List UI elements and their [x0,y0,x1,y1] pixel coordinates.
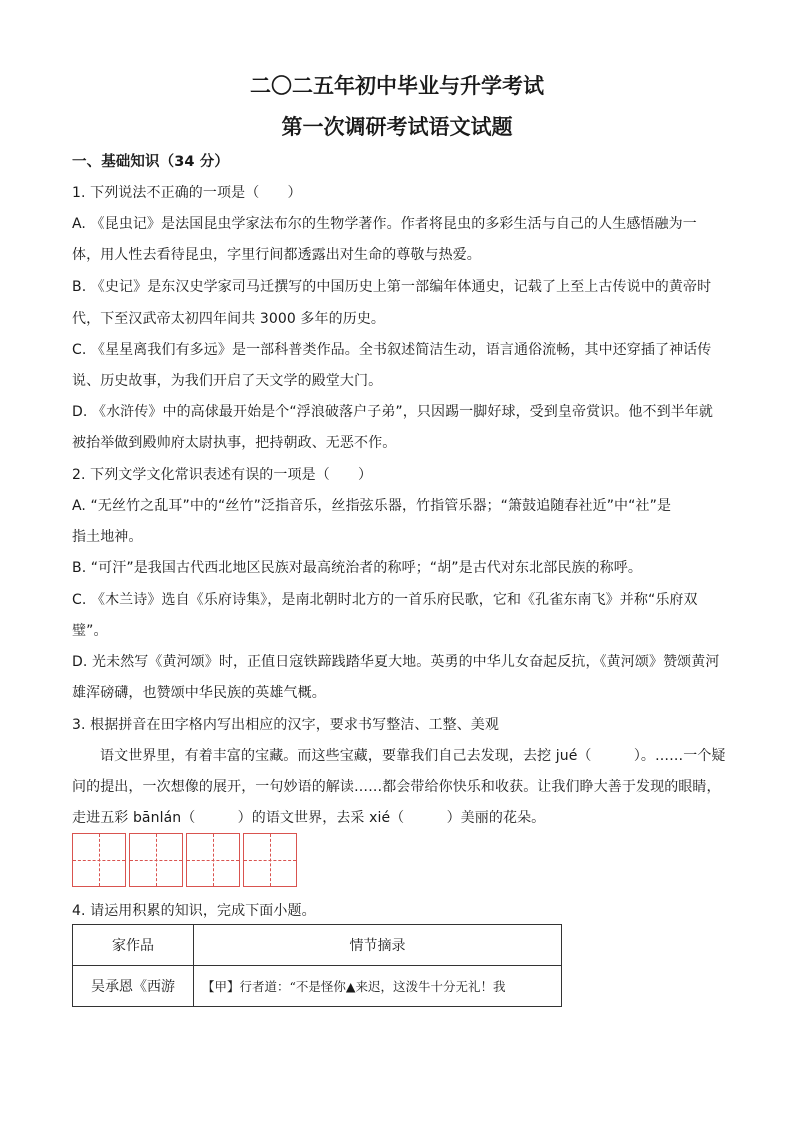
question-1-option-c-cont: 说、历史故事，为我们开启了天文学的殿堂大门。 [72,373,383,389]
question-1-option-a-cont: 体，用人性去看待昆虫，字里行间都透露出对生命的尊敬与热爱。 [72,247,481,263]
tianzige-cell[interactable] [243,833,297,887]
table-cell: 吴承恩《西游 [73,966,194,1007]
tianzige-cell[interactable] [72,833,126,887]
question-2-option-b: B. “可汗”是我国古代西北地区民族对最高统治者的称呼；“胡”是古代对东北部民族的称呼。 [72,560,642,576]
question-1-option-c: C. 《星星离我们有多远》是一部科普类作品。全书叙述简洁生动，语言通俗流畅，其中还穿插了神话传 [72,342,712,358]
question-2-option-d-cont: 雄浑磅礴，也赞颂中华民族的英雄气概。 [72,685,326,701]
table-cell: 【甲】行者道：“不是怪你▲来迟，这泼牛十分无礼！我 [194,966,562,1007]
table-header-row [73,925,562,966]
question-2-option-c-cont: 璧”。 [72,623,108,639]
question-1-option-a: A. 《昆虫记》是法国昆虫学家法布尔的生物学著作。作者将昆虫的多彩生活与自己的人生感悟融为一 [72,216,697,232]
question-2-option-c: C. 《木兰诗》选自《乐府诗集》，是南北朝时北方的一首乐府民歌，它和《孔雀东南飞》并称“乐府双 [72,592,698,608]
question-1-option-b-cont: 代，下至汉武帝太初四年间共 3000 多年的历史。 [72,311,386,327]
question-3-passage-end: 走进五彩 bānlán（ ）的语文世界，去采 xié（ ）美丽的花朵。 [72,810,546,826]
exam-subtitle: 第一次调研考试语文试题 [281,115,513,139]
question-1-option-d: D. 《水浒传》中的高俅最开始是个“浮浪破落户子弟”，只因踢一脚好球，受到皇帝赏识。他不到半年就 [72,404,713,420]
table-row [73,966,562,1007]
question-2-option-d: D. 光未然写《黄河颂》时，正值日寇铁蹄践踏华夏大地。英勇的中华儿女奋起反抗，《黄河颂》赞颂黄河 [72,654,720,670]
excerpt-table [72,924,562,1007]
question-2-stem: 2. 下列文学文化常识表述有误的一项是（ ） [72,467,373,483]
table-header-cell: 情节摘录 [194,925,562,966]
tianzige-cell[interactable] [186,833,240,887]
question-1-stem: 1. 下列说法不正确的一项是（ ） [72,185,302,201]
table-header-cell: 家作品 [73,925,194,966]
question-1-option-d-cont: 被抬举做到殿帅府太尉执事，把持朝政、无恶不作。 [72,435,397,451]
exam-title: 二〇二五年初中毕业与升学考试 [250,74,544,98]
question-2-option-a-cont: 指土地神。 [72,529,143,545]
tianzige-grid [72,833,297,887]
question-2-option-a: A. “无丝竹之乱耳”中的“丝竹”泛指音乐，丝指弦乐器，竹指管乐器；“箫鼓追随春社近”中“社”是 [72,498,672,514]
question-1-option-b: B. 《史记》是东汉史学家司马迁撰写的中国历史上第一部编年体通史，记载了上至上古传说中的黄帝时 [72,279,712,295]
question-3-passage: 语文世界里，有着丰富的宝藏。而这些宝藏，要靠我们自己去发现，去挖 jué（ ）。……一个疑 [100,748,726,764]
question-3-passage-cont: 问的提出，一次想像的展开，一句妙语的解读……都会带给你快乐和收获。让我们睁大善于发现的眼睛， [72,779,721,795]
section-heading: 一、基础知识（34 分） [72,154,229,170]
question-3-stem: 3. 根据拼音在田字格内写出相应的汉字，要求书写整洁、工整、美观 [72,717,500,733]
tianzige-cell[interactable] [129,833,183,887]
question-4-stem: 4. 请运用积累的知识，完成下面小题。 [72,903,316,919]
